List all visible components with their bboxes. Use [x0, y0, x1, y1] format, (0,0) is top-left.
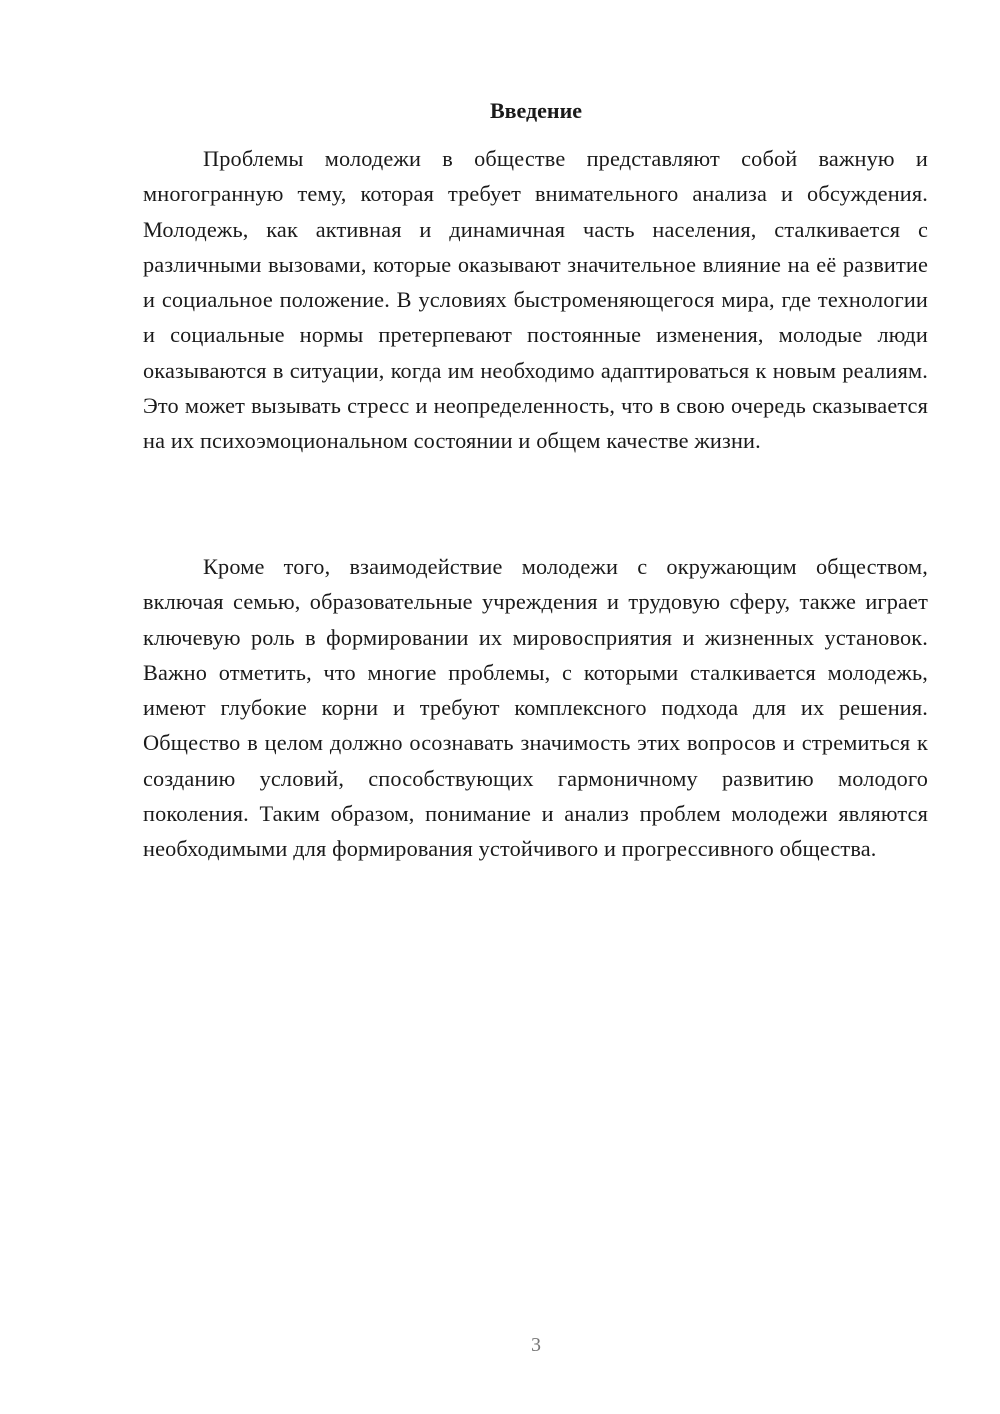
page-number: 3: [531, 1334, 541, 1356]
paragraph-1: Проблемы молодежи в обществе представляют собой важную и многогранную тему, которая требует внимательного анализа и обсуждения. Молодежь, как активная и динамичная часть населения, сталкивается с различными вызовами, которые оказывают значительное влияние на её развитие и социальное положение. В условиях быстроменяющегося мира, где технологии и социальные нормы претерпевают постоянные изменения, молодые люди оказываются в ситуации, когда им необходимо адаптироваться к новым реалиям. Это может вызывать стресс и неопределенность, что в свою очередь сказывается на их психоэмоциональном состоянии и общем качестве жизни.: [143, 146, 928, 454]
section-heading: Введение: [489, 98, 583, 123]
paragraph-2: Кроме того, взаимодействие молодежи с окружающим обществом, включая семью, образовательные учреждения и трудовую сферу, также играет ключевую роль в формировании их мировосприятия и жизненных установок. Важно отметить, что многие проблемы, с которыми сталкивается молодежь, имеют глубокие корни и требуют комплексного подхода для их решения. Общество в целом должно осознавать значимость этих вопросов и стремиться к созданию условий, способствующих гармоничному развитию молодого поколения. Таким образом, понимание и анализ проблем молодежи являются необходимыми для формирования устойчивого и прогрессивного общества.: [143, 554, 928, 862]
